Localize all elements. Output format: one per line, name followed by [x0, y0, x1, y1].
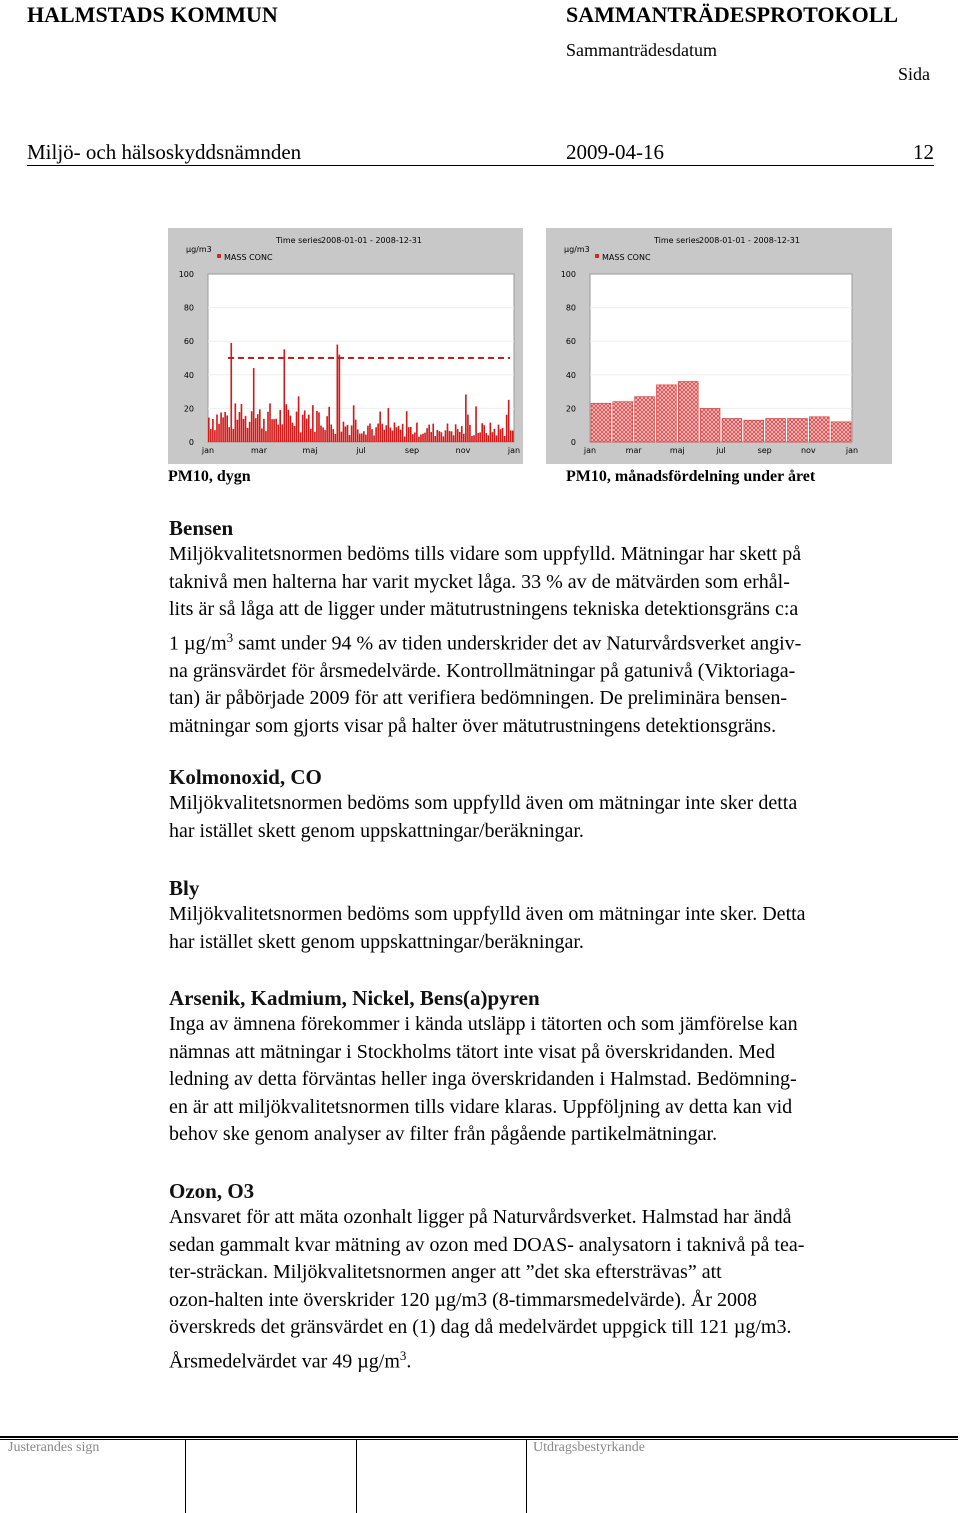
- data-bar: [459, 432, 461, 442]
- data-bar: [263, 419, 265, 442]
- superscript: 3: [226, 629, 234, 645]
- y-unit-label: µg/m3: [564, 245, 590, 254]
- month-bar: [722, 418, 742, 442]
- data-bar: [316, 411, 318, 442]
- data-bar: [404, 437, 406, 442]
- data-bar: [408, 427, 410, 442]
- pm10-daily-chart-svg: [168, 228, 523, 464]
- data-bar: [239, 412, 241, 442]
- data-bar: [400, 430, 402, 442]
- data-bar: [455, 424, 457, 442]
- x-tick-label: sep: [757, 446, 772, 455]
- x-tick-label: sep: [404, 446, 420, 455]
- data-bar: [451, 431, 453, 442]
- data-bar: [479, 432, 481, 442]
- data-bar: [367, 426, 369, 442]
- legend-label: MASS CONC: [602, 253, 651, 262]
- x-tick-label: mar: [625, 446, 642, 455]
- data-bar: [447, 424, 449, 442]
- data-bar: [434, 436, 436, 442]
- superscript: 3: [399, 1347, 407, 1363]
- x-tick-label: jan: [507, 446, 521, 455]
- data-bar: [255, 418, 257, 442]
- month-bar: [678, 382, 698, 442]
- section-title: Arsenik, Kadmium, Nickel, Bens(a)pyren: [169, 986, 540, 1010]
- data-bar: [377, 423, 379, 442]
- data-bar: [492, 432, 494, 442]
- data-bar: [363, 431, 365, 442]
- month-bar: [744, 420, 764, 442]
- data-bar: [302, 415, 304, 442]
- text-part: samt under 94 % av tiden underskrider det av Naturvårdsverket angiv-: [233, 632, 802, 655]
- text-line: Miljökvalitetsnormen bedöms som uppfylld även om mätningar inte sker. Detta: [169, 903, 806, 925]
- data-bar: [310, 429, 312, 442]
- month-bar: [766, 418, 786, 442]
- data-bar: [394, 422, 396, 442]
- y-tick-label: 100: [178, 270, 194, 279]
- y-tick-label: 0: [188, 438, 194, 447]
- data-bar: [292, 423, 294, 442]
- data-bar: [271, 419, 273, 442]
- data-bar: [273, 419, 275, 442]
- section-title: Bensen: [169, 516, 234, 540]
- x-tick-label: maj: [669, 446, 685, 455]
- text-line: Ansvaret för att mäta ozonhalt ligger på Naturvårdsverket. Halmstad har ändå: [169, 1206, 792, 1228]
- period-label: 2008-01-01 - 2008-12-31: [321, 236, 422, 245]
- data-bar: [294, 426, 296, 442]
- data-bar: [398, 426, 400, 442]
- section-title: Bly: [169, 876, 200, 900]
- text-part: Årsmedelvärdet var 49 µg/m: [169, 1350, 400, 1373]
- doc-type: SAMMANTRÄDESPROTOKOLL: [566, 2, 899, 27]
- data-bar: [253, 368, 255, 442]
- data-bar: [326, 416, 328, 442]
- data-bar: [473, 435, 475, 442]
- data-bar: [267, 412, 269, 442]
- text-line: sedan gammalt kvar mätning av ozon med DOAS- analysatorn i taknivå på tea-: [169, 1233, 805, 1256]
- y-tick-label: 40: [565, 370, 576, 380]
- data-bar: [347, 425, 349, 442]
- series-label: Time series: [654, 236, 700, 245]
- data-bar: [494, 429, 496, 442]
- data-bar: [337, 345, 339, 442]
- y-tick-label: 80: [565, 303, 576, 313]
- data-bar: [349, 435, 351, 442]
- data-bar: [406, 411, 408, 442]
- data-bar: [485, 433, 487, 442]
- data-bar: [355, 420, 357, 442]
- data-bar: [247, 428, 249, 442]
- data-bar: [420, 434, 422, 442]
- section-body: [169, 1011, 939, 1149]
- data-bar: [220, 412, 222, 442]
- data-bar: [428, 425, 430, 442]
- data-bar: [243, 419, 245, 442]
- data-bar: [369, 423, 371, 442]
- data-bar: [498, 425, 500, 442]
- data-bar: [475, 406, 477, 442]
- data-bar: [390, 428, 392, 442]
- data-bar: [328, 407, 330, 442]
- data-bar: [467, 415, 469, 442]
- data-bar: [402, 424, 404, 442]
- data-bar: [373, 435, 375, 442]
- text-line: tan) är påbörjade 2009 för att verifiera bedömningen. De preliminära bensen-: [169, 687, 788, 710]
- text-part: 1 µg/m: [169, 632, 227, 655]
- data-bar: [463, 434, 465, 442]
- page-number: 12: [913, 140, 934, 164]
- data-bar: [490, 423, 492, 442]
- data-bar: [365, 435, 367, 442]
- data-bar: [226, 415, 228, 442]
- data-bar: [308, 415, 310, 442]
- data-bar: [502, 428, 504, 442]
- data-bar: [228, 427, 230, 442]
- data-bar: [487, 435, 489, 442]
- data-bar: [357, 429, 359, 442]
- justerandes-sign-label: Justerandes sign: [8, 1440, 100, 1455]
- y-tick-label: 60: [565, 337, 576, 347]
- data-bar: [469, 425, 471, 442]
- data-bar: [261, 428, 263, 442]
- data-bar: [269, 403, 271, 442]
- y-tick-label: 20: [565, 404, 576, 414]
- data-bar: [214, 430, 216, 442]
- data-bar: [322, 427, 324, 442]
- data-bar: [277, 425, 279, 442]
- data-bar: [510, 430, 512, 442]
- series-label: Time series: [276, 236, 322, 245]
- footer-rule: [0, 1439, 958, 1440]
- text-line: mätningar som gjorts visar på halter över mätutrustningens detektionsgräns.: [169, 714, 777, 737]
- text-line: har istället skett genom uppskattningar/beräkningar.: [169, 930, 584, 953]
- y-unit-label: µg/m3: [186, 245, 212, 254]
- data-bar: [396, 427, 398, 442]
- data-bar: [259, 409, 261, 442]
- data-bar: [443, 436, 445, 442]
- data-bar: [324, 430, 326, 442]
- pm10-daily-chart: [168, 228, 523, 464]
- x-tick-label: nov: [800, 446, 816, 455]
- section-bly: [169, 876, 939, 956]
- data-bar: [379, 412, 381, 442]
- text-line: nämnas att mätningar i Stockholms tätort inte visat på överskridanden. Med: [169, 1040, 775, 1063]
- data-bar: [320, 426, 322, 442]
- footer-divider: [356, 1440, 357, 1513]
- section-body: [169, 1204, 939, 1376]
- y-tick-label: 100: [560, 270, 576, 279]
- section-body: [169, 541, 939, 740]
- data-bar: [471, 436, 473, 442]
- text-line: [169, 624, 939, 658]
- data-bar: [343, 422, 345, 442]
- data-bar: [224, 412, 226, 442]
- x-tick-label: jan: [201, 446, 215, 455]
- data-bar: [334, 434, 336, 442]
- data-bar: [392, 431, 394, 442]
- month-bar: [831, 422, 851, 442]
- data-bar: [235, 403, 237, 442]
- data-bar: [290, 416, 292, 442]
- data-bar: [359, 434, 361, 442]
- legend-marker: [217, 254, 221, 258]
- data-bar: [512, 431, 514, 442]
- data-bar: [506, 415, 508, 442]
- data-bar: [312, 405, 314, 442]
- y-tick-label: 80: [183, 303, 194, 313]
- data-bar: [288, 410, 290, 442]
- text-line: [169, 1342, 939, 1376]
- section-title: Kolmonoxid, CO: [169, 765, 322, 789]
- month-bar: [635, 397, 655, 442]
- data-bar: [500, 429, 502, 442]
- data-bar: [237, 420, 239, 442]
- data-bar: [453, 435, 455, 442]
- data-bar: [351, 425, 353, 442]
- pm10-monthly-chart-svg: [546, 228, 892, 464]
- text-line: taknivå men halterna har varit mycket låga. 33 % av de mätvärden som erhål-: [169, 570, 790, 593]
- data-bar: [296, 412, 298, 442]
- x-tick-label: jul: [716, 446, 726, 455]
- data-bar: [208, 418, 210, 442]
- data-bar: [381, 424, 383, 442]
- data-bar: [481, 423, 483, 442]
- data-bar: [426, 428, 428, 442]
- data-bar: [436, 430, 438, 442]
- y-tick-label: 60: [183, 337, 194, 347]
- text-line: Inga av ämnena förekommer i kända utsläpp i tätorten och som jämförelse kan: [169, 1013, 798, 1035]
- data-bar: [422, 434, 424, 442]
- data-bar: [483, 425, 485, 442]
- x-tick-label: mar: [251, 446, 267, 455]
- data-bar: [216, 415, 218, 442]
- data-bar: [314, 432, 316, 442]
- data-bar: [275, 419, 277, 442]
- data-bar: [430, 432, 432, 442]
- data-bar: [341, 432, 343, 442]
- period-label: 2008-01-01 - 2008-12-31: [699, 236, 800, 245]
- page-label: Sida: [898, 64, 931, 84]
- utdragsbestyrkande-label: Utdragsbestyrkande: [533, 1440, 645, 1455]
- section-body: [169, 901, 939, 956]
- data-bar: [353, 405, 355, 442]
- data-bar: [477, 433, 479, 442]
- month-bar: [788, 418, 808, 442]
- data-bar: [385, 425, 387, 442]
- legend-label: MASS CONC: [224, 253, 273, 262]
- section-metaller: [169, 986, 939, 1149]
- data-bar: [218, 424, 220, 442]
- data-bar: [414, 432, 416, 442]
- y-tick-label: 40: [183, 370, 194, 380]
- left-figure-caption: PM10, dygn: [168, 468, 251, 485]
- x-tick-label: maj: [302, 446, 318, 455]
- data-bar: [251, 411, 253, 442]
- data-bar: [445, 430, 447, 442]
- y-tick-label: 20: [183, 404, 194, 414]
- text-line: har istället skett genom uppskattningar/beräkningar.: [169, 819, 584, 842]
- data-bar: [300, 432, 302, 442]
- text-line: ter-sträckan. Miljökvalitetsnormen anger att ”det ska eftersträvas” att: [169, 1261, 722, 1283]
- data-bar: [361, 433, 363, 442]
- data-bar: [257, 414, 259, 442]
- data-bar: [241, 404, 243, 442]
- text-line: en är att miljökvalitetsnormen tills vidare klaras. Uppföljning av detta kan vid: [169, 1095, 793, 1118]
- data-bar: [383, 430, 385, 442]
- signature-footer: [0, 1436, 960, 1513]
- month-bar: [700, 408, 720, 442]
- legend-marker: [595, 254, 599, 258]
- x-tick-label: nov: [455, 446, 471, 455]
- x-tick-label: jul: [356, 446, 366, 455]
- data-bar: [412, 434, 414, 442]
- text-line: ledning av detta förväntas heller inga överskridanden i Halmstad. Bedömning-: [169, 1068, 797, 1090]
- month-bar: [657, 385, 677, 442]
- text-part: .: [406, 1350, 412, 1373]
- data-bar: [222, 417, 224, 442]
- section-kolmonoxid: [169, 765, 939, 845]
- text-line: na gränsvärdet för årsmedelvärde. Kontrollmätningar på gatunivå (Viktoriaga-: [169, 659, 796, 682]
- date-label: Sammanträdesdatum: [566, 40, 717, 60]
- data-bar: [212, 419, 214, 442]
- data-bar: [508, 400, 510, 442]
- right-figure-caption: PM10, månadsfördelning under året: [566, 468, 816, 485]
- data-bar: [496, 435, 498, 442]
- data-bar: [286, 404, 288, 442]
- text-line: behov ske genom analyser av filter från pågående partikelmätningar.: [169, 1123, 718, 1145]
- month-bar: [809, 417, 829, 442]
- data-bar: [457, 429, 459, 442]
- data-bar: [232, 429, 234, 442]
- text-line: överskreds det gränsvärdet en (1) dag då medelvärdet uppgick till 121 µg/m3.: [169, 1316, 792, 1338]
- text-line: Miljökvalitetsnormen bedöms tills vidare som uppfylld. Mätningar har skett på: [169, 543, 802, 565]
- data-bar: [432, 424, 434, 442]
- data-bar: [461, 426, 463, 442]
- footer-divider: [526, 1440, 527, 1513]
- x-tick-label: jan: [845, 446, 859, 455]
- pm10-monthly-chart: [546, 228, 892, 464]
- data-bar: [345, 426, 347, 442]
- data-bar: [245, 416, 247, 442]
- meeting-date: 2009-04-16: [566, 140, 664, 164]
- data-bar: [330, 424, 332, 442]
- data-bar: [339, 355, 341, 442]
- footer-rule: [0, 1436, 958, 1438]
- data-bar: [332, 429, 334, 442]
- data-bar: [449, 431, 451, 442]
- data-bar: [416, 423, 418, 442]
- committee-row: [27, 140, 934, 166]
- org-name: HALMSTADS KOMMUN: [27, 2, 278, 27]
- section-bensen: [169, 516, 939, 740]
- y-tick-label: 0: [570, 438, 576, 447]
- data-bar: [210, 429, 212, 442]
- x-tick-label: jan: [583, 446, 597, 455]
- data-bar: [424, 433, 426, 442]
- data-bar: [306, 419, 308, 442]
- data-bar: [439, 431, 441, 442]
- data-bar: [283, 349, 285, 442]
- section-body: [169, 790, 939, 845]
- data-bar: [304, 410, 306, 442]
- data-bar: [298, 396, 300, 442]
- data-bar: [410, 427, 412, 442]
- data-bar: [418, 437, 420, 442]
- data-bar: [281, 424, 283, 442]
- footer-divider: [185, 1440, 186, 1513]
- data-bar: [375, 427, 377, 442]
- data-bar: [279, 410, 281, 442]
- committee-name: Miljö- och hälsoskyddsnämnden: [27, 140, 302, 164]
- data-bar: [265, 431, 267, 442]
- text-line: lits är så låga att de ligger under mätutrustningens tekniska detektionsgräns c:a: [169, 598, 799, 620]
- data-bar: [465, 395, 467, 442]
- section-title: Ozon, O3: [169, 1179, 255, 1203]
- data-bar: [504, 436, 506, 442]
- month-bar: [591, 403, 611, 442]
- data-bar: [249, 422, 251, 442]
- data-bar: [441, 432, 443, 442]
- data-bar: [318, 412, 320, 442]
- data-bar: [371, 429, 373, 442]
- text-line: Miljökvalitetsnormen bedöms som uppfylld även om mätningar inte sker detta: [169, 792, 798, 814]
- section-ozon: [169, 1179, 939, 1376]
- data-bar: [388, 408, 390, 442]
- text-line: ozon-halten inte överskrider 120 µg/m3 (8-timmarsmedelvärde). År 2008: [169, 1288, 758, 1311]
- month-bar: [613, 402, 633, 442]
